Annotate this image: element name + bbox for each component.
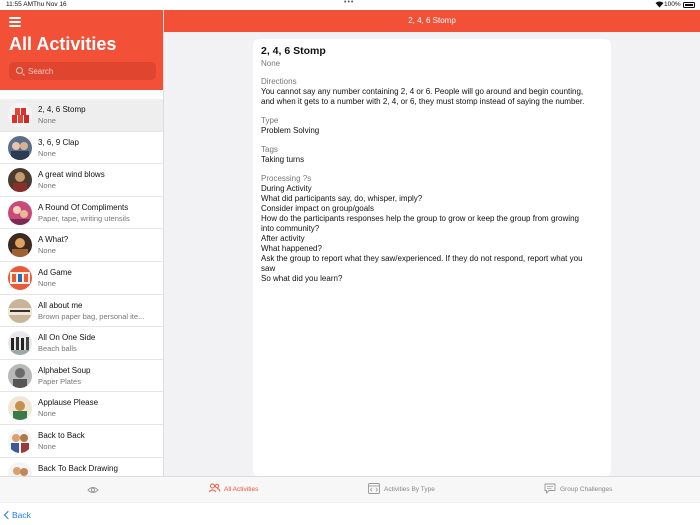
activity-thumbnail	[8, 266, 32, 290]
activity-thumbnail	[8, 201, 32, 225]
battery-percent: 100%	[664, 1, 681, 8]
directions-text: You cannot say any number containing 2, 4 or 6. People will go around and begin counting, and when it gets to a number with 2, 4, or 6, they must stomp instead of saying the number.	[261, 87, 585, 106]
list-item[interactable]	[0, 132, 164, 165]
tab-all-activities[interactable]	[224, 486, 258, 493]
activity-subtitle: None	[261, 59, 281, 68]
type-label: Type	[261, 116, 279, 125]
list-item[interactable]	[0, 327, 164, 360]
activity-thumbnail	[8, 364, 32, 388]
search-icon	[16, 67, 23, 74]
code-window-icon	[368, 483, 380, 494]
list-item[interactable]	[0, 197, 164, 230]
battery-icon	[683, 2, 695, 8]
activity-thumbnail	[8, 168, 32, 192]
list-item[interactable]	[0, 262, 164, 295]
search-bar[interactable]	[9, 62, 156, 80]
eye-icon[interactable]	[87, 486, 99, 494]
list-item-subtitle: None	[38, 246, 56, 256]
multitasking-dots-icon[interactable]: •••	[344, 0, 355, 6]
list-item-subtitle: Paper, tape, writing utensils	[38, 213, 130, 223]
list-item-title: Alphabet Soup	[38, 365, 91, 375]
activity-list	[0, 99, 164, 476]
list-item[interactable]	[0, 360, 164, 393]
hamburger-icon[interactable]	[9, 17, 21, 27]
bottom-back-bar	[0, 502, 700, 525]
activity-thumbnail	[8, 462, 32, 476]
activity-thumbnail	[8, 103, 32, 127]
sidebar-header	[0, 10, 163, 90]
list-item-title: Applause Please	[38, 398, 99, 408]
processing-label: Processing ?s	[261, 174, 312, 183]
list-item-subtitle: None	[38, 441, 56, 451]
activity-thumbnail	[8, 299, 32, 323]
tab-label: All Activities	[224, 486, 259, 493]
list-item-subtitle: None	[38, 278, 56, 288]
processing-text: During Activity What did participants say, do, whisper, imply? Consider impact on group/goals How do the participants responses help the group to grow or keep the group from growing into community? After activity What happened? Ask the group to report what they saw/experienced. If they do not respond, report what you saw So what did you learn?	[261, 184, 583, 283]
list-item[interactable]	[0, 295, 164, 328]
list-item[interactable]	[0, 425, 164, 458]
list-item-subtitle: None	[38, 409, 56, 419]
back-label: Back	[12, 510, 31, 520]
tags-label: Tags	[261, 145, 278, 154]
list-item-subtitle: None	[38, 181, 56, 191]
list-item[interactable]	[0, 99, 164, 132]
tab-bar	[0, 476, 700, 502]
list-item-title: All about me	[38, 300, 83, 310]
list-item[interactable]	[0, 164, 164, 197]
tab-label: Activities By Type	[384, 486, 435, 493]
list-item-title: Ad Game	[38, 267, 72, 277]
list-item-title: A Round Of Compliments	[38, 202, 129, 212]
list-item-subtitle: Paper Plates	[38, 376, 81, 386]
sidebar	[0, 10, 164, 476]
tags-value: Taking turns	[261, 155, 305, 164]
status-time: 11:55 AM	[6, 1, 33, 8]
list-item-title: 3, 6, 9 Clap	[38, 137, 79, 147]
chat-bubble-icon	[544, 483, 556, 494]
list-item-title: All On One Side	[38, 333, 96, 343]
tab-activities-by-type[interactable]	[384, 486, 435, 493]
directions-label: Directions	[261, 77, 297, 86]
list-item-title: Back To Back Drawing	[38, 463, 118, 473]
list-item-subtitle: Brown paper bag, personal ite...	[38, 311, 145, 321]
status-bar	[0, 0, 700, 10]
search-input[interactable]	[28, 64, 148, 78]
list-item-subtitle: None	[38, 148, 56, 158]
activity-thumbnail	[8, 396, 32, 420]
list-item[interactable]	[0, 229, 164, 262]
list-item-title: Back to Back	[38, 430, 85, 440]
tab-label: Group Challenges	[560, 486, 613, 493]
list-item-title: A great wind blows	[38, 170, 105, 180]
activity-thumbnail	[8, 429, 32, 453]
tab-group-challenges[interactable]	[560, 486, 612, 493]
activity-title: 2, 4, 6 Stomp	[261, 45, 326, 57]
wifi-icon	[655, 1, 664, 10]
back-button[interactable]	[5, 510, 31, 520]
chevron-left-icon	[4, 511, 12, 519]
detail-nav-title: 2, 4, 6 Stomp	[408, 16, 456, 25]
status-date: Thu Nov 16	[33, 1, 67, 8]
activity-thumbnail	[8, 233, 32, 257]
people-icon	[208, 483, 221, 493]
list-item-subtitle: None	[38, 116, 56, 125]
activity-detail-card	[253, 39, 611, 476]
list-item-subtitle: Beach balls	[38, 344, 77, 354]
sidebar-title: All Activities	[9, 34, 117, 54]
list-item[interactable]	[0, 458, 164, 476]
list-item-title: A What?	[38, 235, 69, 245]
activity-thumbnail	[8, 331, 32, 355]
activity-thumbnail	[8, 136, 32, 160]
list-item[interactable]	[0, 392, 164, 425]
detail-navbar	[164, 10, 700, 32]
type-value: Problem Solving	[261, 126, 320, 135]
list-item-title: 2, 4, 6 Stomp	[38, 105, 86, 114]
